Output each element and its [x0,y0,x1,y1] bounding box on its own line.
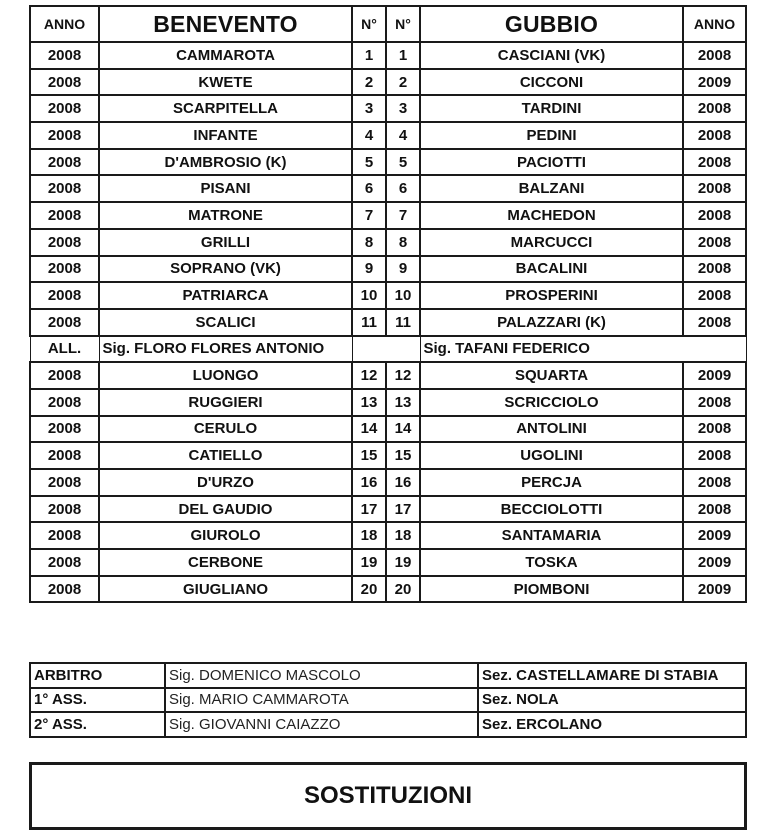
official-role: 2° ASS. [30,712,165,737]
away-player-name: MARCUCCI [420,229,683,256]
lineup-sheet [29,5,745,603]
official-section: Sez. CASTELLAMARE DI STABIA [478,663,746,688]
away-player-number: 4 [386,122,420,149]
official-name: Sig. MARIO CAMMAROTA [165,688,478,713]
away-player-name: UGOLINI [420,442,683,469]
player-row [30,202,746,229]
away-player-year: 2009 [683,69,746,96]
player-row [30,522,746,549]
home-player-number: 14 [352,416,386,443]
home-player-number: 8 [352,229,386,256]
home-player-name: MATRONE [99,202,352,229]
coaches-row [30,336,746,363]
home-player-name: GRILLI [99,229,352,256]
home-player-number: 19 [352,549,386,576]
away-player-year: 2008 [683,469,746,496]
away-player-number: 20 [386,576,420,603]
away-player-name: MACHEDON [420,202,683,229]
home-player-name: GIUROLO [99,522,352,549]
player-row [30,469,746,496]
coaches-spacer [352,336,420,363]
away-player-name: TARDINI [420,95,683,122]
away-player-year: 2009 [683,522,746,549]
away-player-name: BECCIOLOTTI [420,496,683,523]
substitutions-title: SOSTITUZIONI [304,782,472,809]
away-player-number: 11 [386,309,420,336]
home-player-number: 12 [352,362,386,389]
away-player-year: 2008 [683,42,746,69]
official-name: Sig. GIOVANNI CAIAZZO [165,712,478,737]
home-player-year: 2008 [30,309,99,336]
number-header-away: N° [386,6,420,42]
home-player-number: 5 [352,149,386,176]
home-player-number: 16 [352,469,386,496]
home-player-name: CAMMAROTA [99,42,352,69]
away-player-name: PALAZZARI (K) [420,309,683,336]
home-player-year: 2008 [30,389,99,416]
player-row [30,362,746,389]
home-player-name: SOPRANO (VK) [99,256,352,283]
home-player-year: 2008 [30,256,99,283]
home-player-number: 7 [352,202,386,229]
away-team-name: GUBBIO [420,6,683,42]
home-player-number: 9 [352,256,386,283]
player-row [30,416,746,443]
away-player-name: PACIOTTI [420,149,683,176]
away-player-year: 2009 [683,576,746,603]
year-header-home: ANNO [30,6,99,42]
home-player-number: 11 [352,309,386,336]
home-player-year: 2008 [30,522,99,549]
home-player-year: 2008 [30,202,99,229]
away-player-number: 3 [386,95,420,122]
home-player-number: 6 [352,175,386,202]
away-player-year: 2008 [683,122,746,149]
home-player-name: SCARPITELLA [99,95,352,122]
away-player-name: PERCJA [420,469,683,496]
home-player-year: 2008 [30,69,99,96]
away-player-number: 13 [386,389,420,416]
player-row [30,282,746,309]
away-player-number: 6 [386,175,420,202]
player-row [30,149,746,176]
player-row [30,496,746,523]
coach-label: ALL. [30,336,99,363]
home-player-year: 2008 [30,229,99,256]
player-row [30,549,746,576]
substitutions-box [29,762,747,830]
away-player-year: 2008 [683,95,746,122]
home-player-name: RUGGIERI [99,389,352,416]
away-player-year: 2008 [683,229,746,256]
away-player-number: 8 [386,229,420,256]
home-player-year: 2008 [30,496,99,523]
number-header-home: N° [352,6,386,42]
header-row [30,6,746,42]
home-player-number: 17 [352,496,386,523]
home-player-name: INFANTE [99,122,352,149]
official-row [30,663,746,688]
player-row [30,95,746,122]
player-row [30,309,746,336]
home-player-year: 2008 [30,416,99,443]
home-player-year: 2008 [30,122,99,149]
away-player-year: 2009 [683,362,746,389]
away-player-year: 2009 [683,549,746,576]
away-player-year: 2008 [683,389,746,416]
away-player-name: BALZANI [420,175,683,202]
home-player-year: 2008 [30,442,99,469]
home-player-year: 2008 [30,469,99,496]
away-player-number: 15 [386,442,420,469]
home-player-number: 10 [352,282,386,309]
away-player-year: 2008 [683,202,746,229]
away-player-name: SANTAMARIA [420,522,683,549]
away-player-number: 14 [386,416,420,443]
player-row [30,256,746,283]
lineup-table [29,5,747,603]
away-player-name: CICCONI [420,69,683,96]
home-coach-name: Sig. FLORO FLORES ANTONIO [99,336,352,363]
away-coach-name: Sig. TAFANI FEDERICO [420,336,746,363]
home-player-name: CERBONE [99,549,352,576]
home-player-number: 4 [352,122,386,149]
home-player-name: PATRIARCA [99,282,352,309]
away-player-name: SCRICCIOLO [420,389,683,416]
away-player-number: 10 [386,282,420,309]
away-player-number: 2 [386,69,420,96]
player-row [30,42,746,69]
home-player-name: GIUGLIANO [99,576,352,603]
home-player-name: D'AMBROSIO (K) [99,149,352,176]
home-player-year: 2008 [30,282,99,309]
home-player-year: 2008 [30,175,99,202]
official-role: 1° ASS. [30,688,165,713]
official-section: Sez. ERCOLANO [478,712,746,737]
away-player-name: PEDINI [420,122,683,149]
player-row [30,229,746,256]
home-player-number: 3 [352,95,386,122]
away-player-number: 7 [386,202,420,229]
away-player-number: 19 [386,549,420,576]
home-player-name: SCALICI [99,309,352,336]
home-player-year: 2008 [30,576,99,603]
away-player-name: CASCIANI (VK) [420,42,683,69]
player-row [30,122,746,149]
away-player-name: ANTOLINI [420,416,683,443]
home-player-name: KWETE [99,69,352,96]
home-player-year: 2008 [30,362,99,389]
away-player-year: 2008 [683,442,746,469]
away-player-name: BACALINI [420,256,683,283]
player-row [30,69,746,96]
home-player-number: 18 [352,522,386,549]
official-row [30,688,746,713]
home-player-name: CATIELLO [99,442,352,469]
away-player-year: 2008 [683,309,746,336]
home-player-number: 1 [352,42,386,69]
away-player-number: 18 [386,522,420,549]
home-player-name: PISANI [99,175,352,202]
home-player-number: 20 [352,576,386,603]
player-row [30,576,746,603]
home-player-name: DEL GAUDIO [99,496,352,523]
official-row [30,712,746,737]
home-player-name: CERULO [99,416,352,443]
official-role: ARBITRO [30,663,165,688]
away-player-name: TOSKA [420,549,683,576]
official-name: Sig. DOMENICO MASCOLO [165,663,478,688]
away-player-number: 1 [386,42,420,69]
away-player-number: 17 [386,496,420,523]
home-player-year: 2008 [30,149,99,176]
official-section: Sez. NOLA [478,688,746,713]
away-player-name: PIOMBONI [420,576,683,603]
home-player-name: D'URZO [99,469,352,496]
away-player-name: SQUARTA [420,362,683,389]
away-player-number: 16 [386,469,420,496]
home-player-number: 2 [352,69,386,96]
home-player-year: 2008 [30,42,99,69]
away-player-number: 12 [386,362,420,389]
away-player-number: 5 [386,149,420,176]
away-player-year: 2008 [683,416,746,443]
home-player-year: 2008 [30,95,99,122]
away-player-year: 2008 [683,175,746,202]
away-player-name: PROSPERINI [420,282,683,309]
player-row [30,389,746,416]
away-player-year: 2008 [683,149,746,176]
home-team-name: BENEVENTO [99,6,352,42]
home-player-year: 2008 [30,549,99,576]
away-player-year: 2008 [683,256,746,283]
player-row [30,175,746,202]
home-player-number: 13 [352,389,386,416]
away-player-year: 2008 [683,496,746,523]
home-player-name: LUONGO [99,362,352,389]
player-row [30,442,746,469]
away-player-number: 9 [386,256,420,283]
home-player-number: 15 [352,442,386,469]
officials-table [29,662,747,738]
year-header-away: ANNO [683,6,746,42]
away-player-year: 2008 [683,282,746,309]
